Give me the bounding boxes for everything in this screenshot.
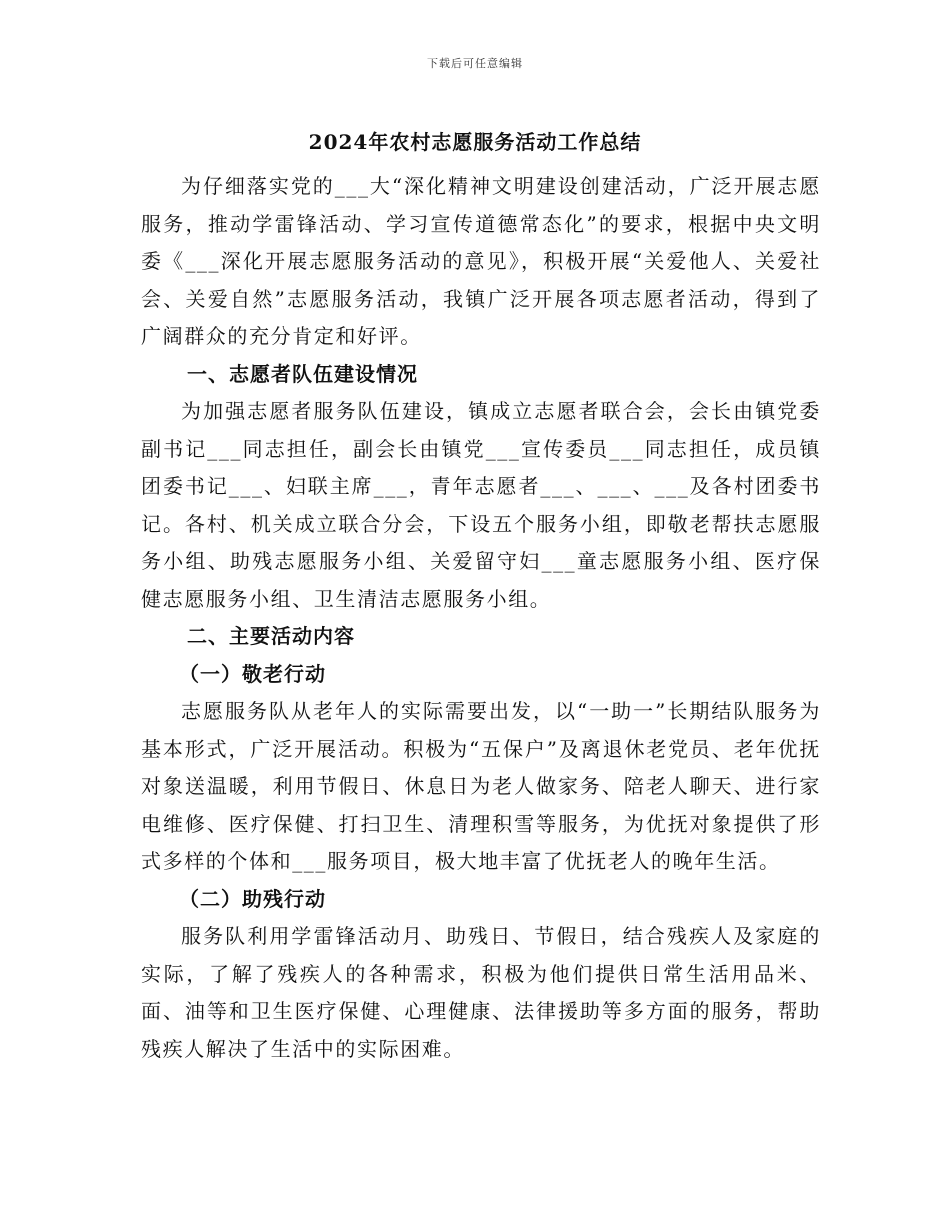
subsection-1-heading: （一）敬老行动 <box>179 661 326 686</box>
document-body <box>141 168 821 1068</box>
section-1-heading: 一、志愿者队伍建设情况 <box>187 361 418 386</box>
header-note: 下载后可任意编辑 <box>427 57 523 70</box>
subsection-2-heading: （二）助残行动 <box>179 886 326 911</box>
section-2-heading: 二、主要活动内容 <box>187 624 355 648</box>
subsection-1-paragraph: 志愿服务队从老年人的实际需要出发，以“一助一”长期结队服务为基本形式，广泛开展活动。积极为“五保户”及离退休老党员、老年优抚对象送温暖，利用节假日、休息日为老人做家务、陪老人聊天、进行家电维修、医疗保健、打扫卫生、清理积雪等服务，为优抚对象提供了形式多样的个体和___服务项目，极大地丰富了优抚老人的晚年生活。 <box>141 699 821 873</box>
subsection-2-paragraph: 服务队利用学雷锋活动月、助残日、节假日，结合残疾人及家庭的实际，了解了残疾人的各种需求，积极为他们提供日常生活用品米、面、油等和卫生医疗保健、心理健康、法律援助等多方面的服务，帮助残疾人解决了生活中的实际困难。 <box>141 924 821 1061</box>
intro-paragraph: 为仔细落实党的___大“深化精神文明建设创建活动，广泛开展志愿服务，推动学雷锋活动、学习宣传道德常态化”的要求，根据中央文明委《___深化开展志愿服务活动的意见》，积极开展“关爱他人、关爱社会、关爱自然”志愿服务活动，我镇广泛开展各项志愿者活动，得到了广阔群众的充分肯定和好评。 <box>141 174 821 348</box>
section-1-paragraph: 为加强志愿者服务队伍建设，镇成立志愿者联合会，会长由镇党委副书记___同志担任，副会长由镇党___宣传委员___同志担任，成员镇团委书记___、妇联主席___，青年志愿者___、___、___及各村团委书记。各村、机关成立联合分会，下设五个服务小组，即敬老帮扶志愿服务小组、助残志愿服务小组、关爱留守妇___童志愿服务小组、医疗保健志愿服务小组、卫生清洁志愿服务小组。 <box>141 399 821 611</box>
document-title: 2024年农村志愿服务活动工作总结 <box>308 130 642 154</box>
